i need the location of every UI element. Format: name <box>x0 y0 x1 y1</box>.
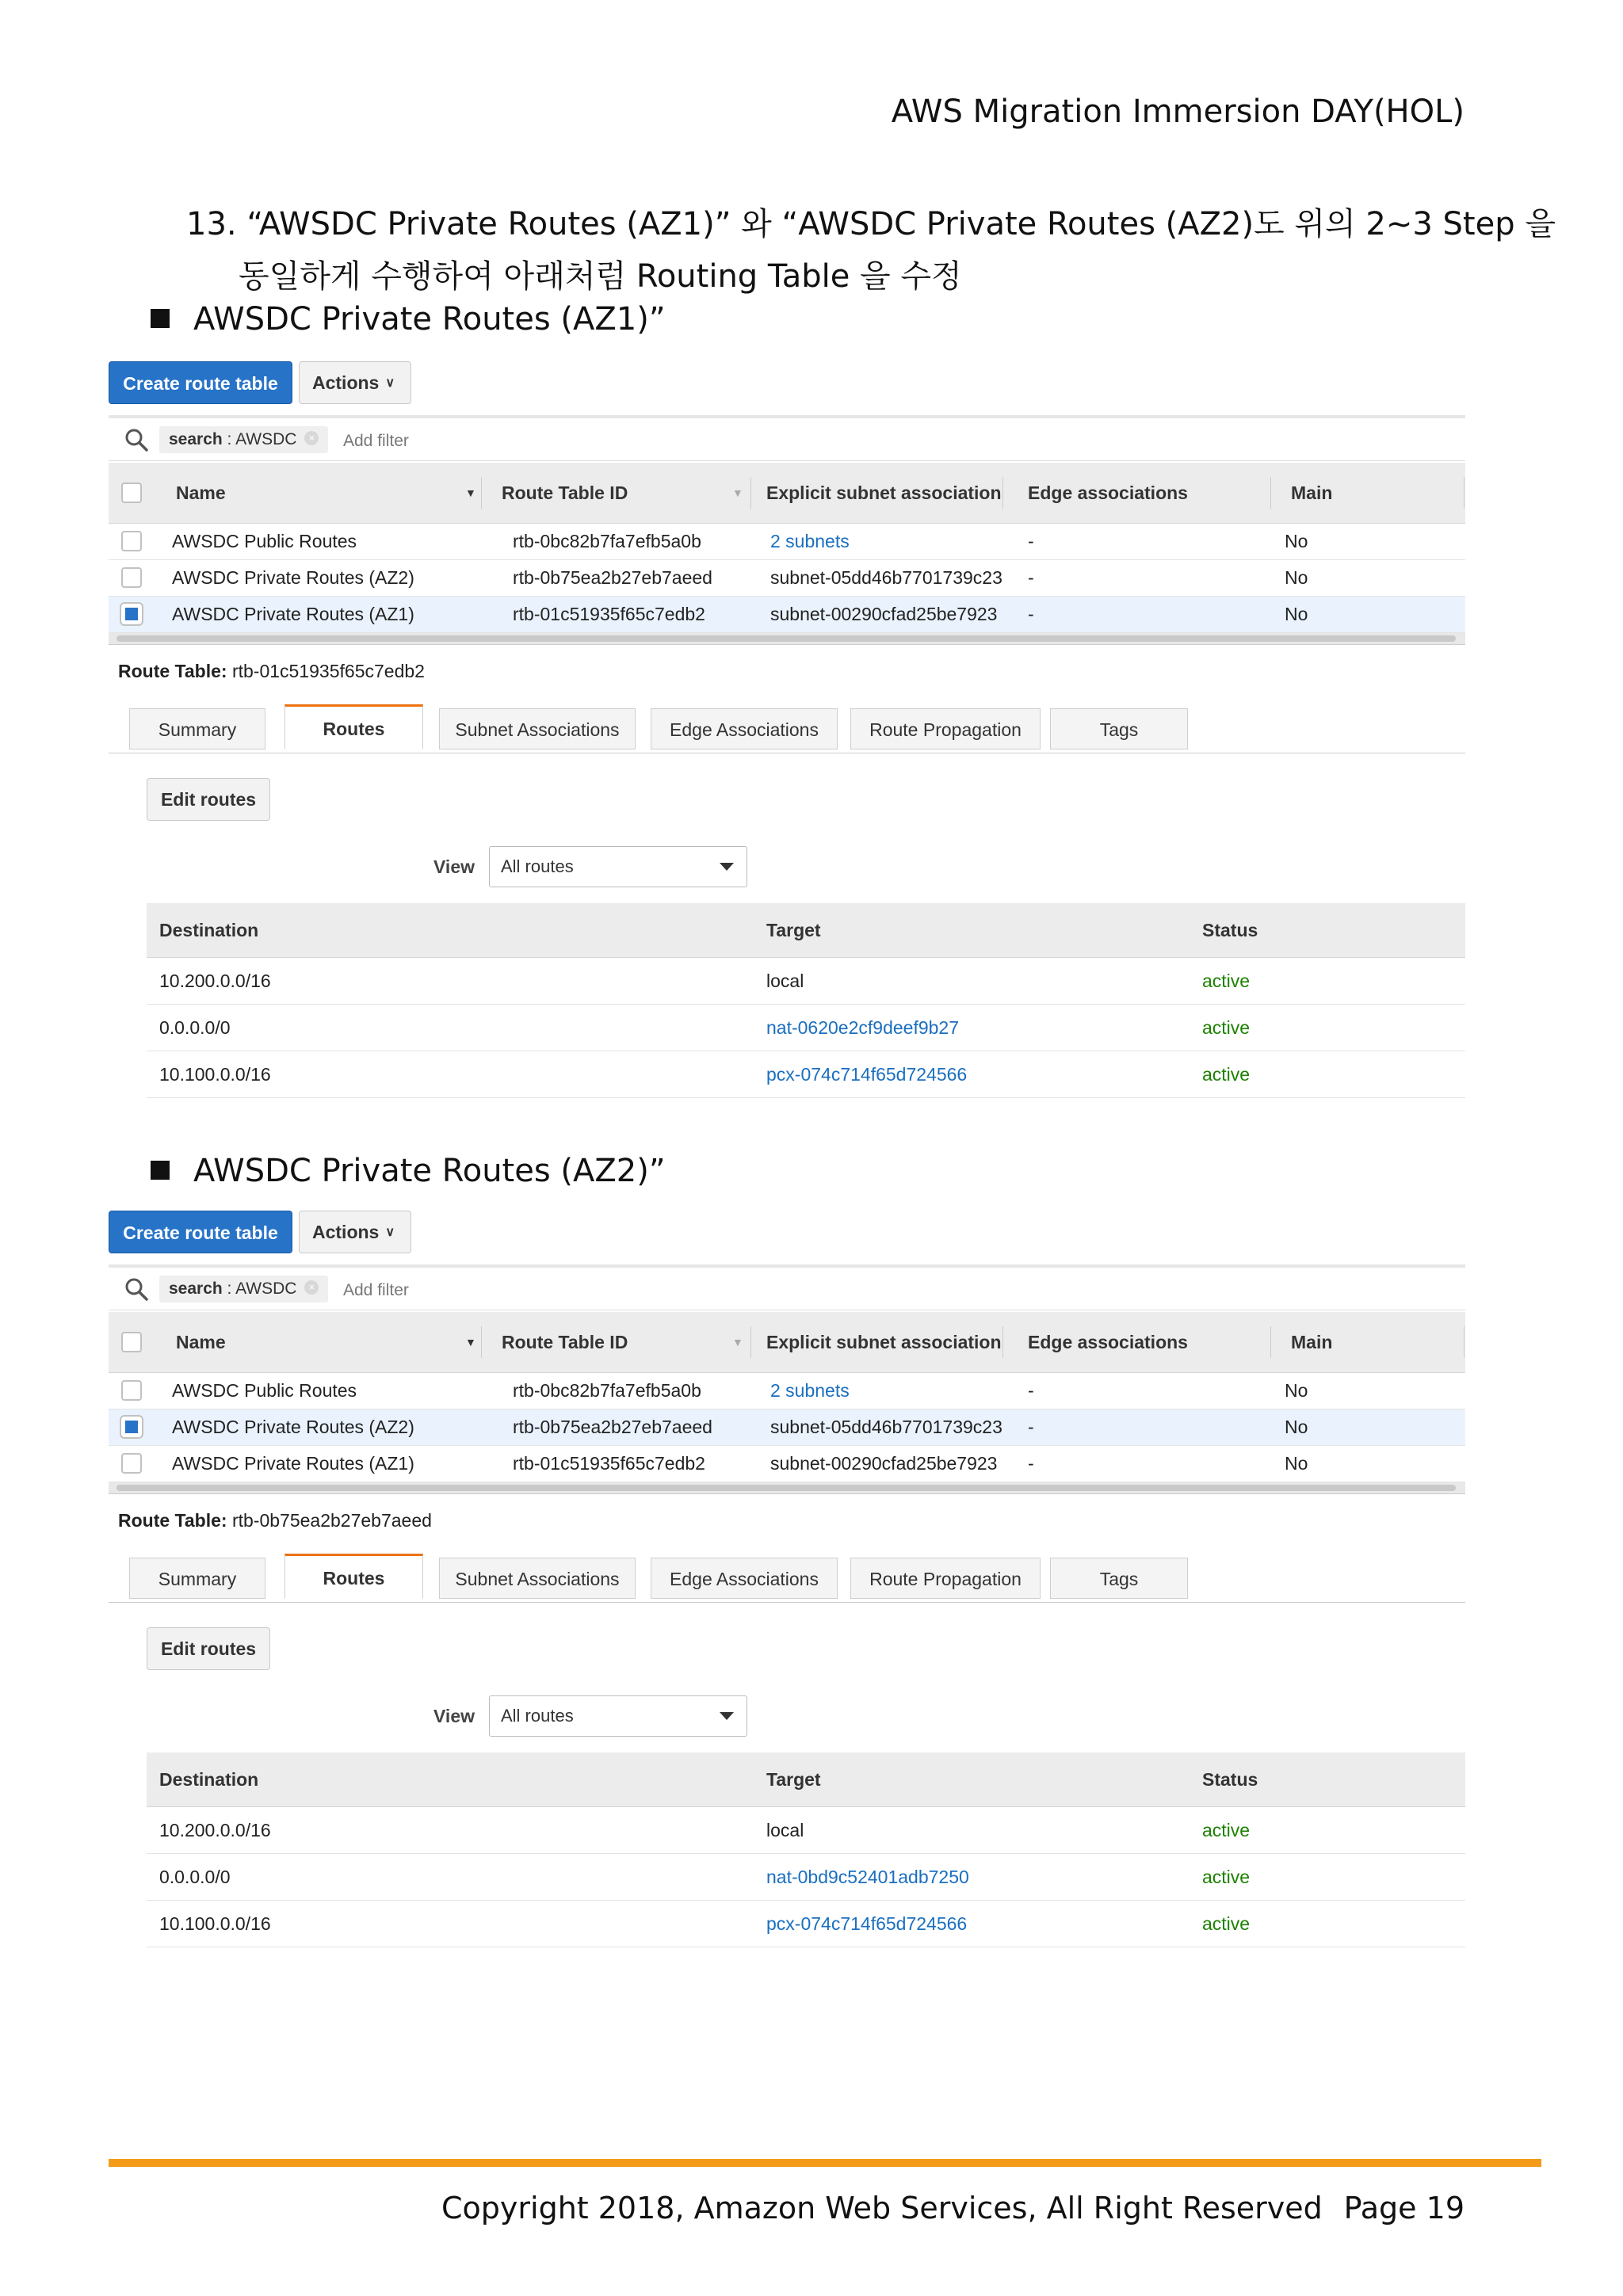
search-filter-bar[interactable] <box>109 1264 1465 1310</box>
row-edge-associations: - <box>1028 1417 1034 1437</box>
footer-rule <box>109 2159 1541 2167</box>
row-checkbox[interactable] <box>121 604 142 624</box>
tab-routes[interactable]: Routes <box>285 704 423 749</box>
route-target[interactable]: nat-0bd9c52401adb7250 <box>766 1867 969 1887</box>
row-main: No <box>1285 1417 1308 1437</box>
row-name: AWSDC Private Routes (AZ1) <box>172 1453 414 1474</box>
route-status: active <box>1202 1064 1251 1085</box>
search-token-value: : AWSDC <box>222 430 297 448</box>
tab-summary[interactable]: Summary <box>129 1558 265 1599</box>
footer-page-number: Page 19 <box>1343 2191 1465 2225</box>
route-row <box>147 1005 1465 1051</box>
tab-edge-associations[interactable]: Edge Associations <box>651 708 838 749</box>
route-table-id-value: rtb-01c51935f65c7edb2 <box>227 661 425 681</box>
footer-copyright: Copyright 2018, Amazon Web Services, All Right Reserved <box>441 2191 1323 2225</box>
actions-label: Actions <box>312 1222 380 1242</box>
route-target: local <box>766 971 804 991</box>
edit-routes-button[interactable]: Edit routes <box>147 1627 270 1670</box>
routes-header <box>147 903 1465 958</box>
route-target: local <box>766 1820 804 1840</box>
routes-table <box>147 1753 1465 1947</box>
table-row[interactable] <box>109 560 1465 597</box>
doc-header: AWS Migration Immersion DAY(HOL) <box>891 93 1465 130</box>
column-name[interactable]: Name <box>176 1332 226 1352</box>
row-checkbox[interactable] <box>121 1417 142 1437</box>
search-token-value: : AWSDC <box>222 1280 297 1298</box>
create-route-table-button[interactable]: Create route table <box>109 361 292 404</box>
route-row <box>147 1854 1465 1901</box>
tab-subnet-associations[interactable]: Subnet Associations <box>439 708 636 749</box>
row-explicit-association[interactable]: 2 subnets <box>770 531 850 551</box>
add-filter-input[interactable]: Add filter <box>343 1281 409 1299</box>
row-name: AWSDC Private Routes (AZ2) <box>172 1417 414 1437</box>
row-route-table-id: rtb-01c51935f65c7edb2 <box>513 604 705 624</box>
section-title-text: AWSDC Private Routes (AZ1)” <box>193 301 666 338</box>
view-label: View <box>433 856 475 877</box>
column-divider <box>750 477 751 509</box>
table-row[interactable] <box>109 1373 1465 1409</box>
routes-table <box>147 903 1465 1098</box>
column-edge-associations[interactable]: Edge associations <box>1028 1332 1188 1352</box>
column-main[interactable]: Main <box>1291 1332 1333 1352</box>
route-row <box>147 1051 1465 1098</box>
bullet-square-icon <box>151 1161 170 1180</box>
row-route-table-id: rtb-0b75ea2b27eb7aeed <box>513 1417 712 1437</box>
column-divider <box>1270 477 1271 509</box>
edit-routes-button[interactable]: Edit routes <box>147 778 270 821</box>
dropdown-arrow-icon <box>720 1712 734 1720</box>
selected-route-table <box>118 1510 432 1531</box>
route-row <box>147 958 1465 1005</box>
row-edge-associations: - <box>1028 1453 1034 1474</box>
chevron-down-icon: ∨ <box>385 1226 395 1239</box>
row-name: AWSDC Public Routes <box>172 1380 357 1401</box>
select-all-checkbox[interactable] <box>121 1332 142 1352</box>
detail-tabs <box>109 1558 1465 1603</box>
step-line-1: 13. “AWSDC Private Routes (AZ1)” 와 “AWSDC Private Routes (AZ2)도 위의 2~3 Step 을 <box>186 206 1556 242</box>
column-divider <box>1464 1326 1465 1358</box>
route-tables-console <box>109 1211 1465 1955</box>
column-route-table-id[interactable]: Route Table ID <box>502 1332 628 1352</box>
column-edge-associations[interactable]: Edge associations <box>1028 482 1188 503</box>
chevron-down-icon: ∨ <box>385 376 395 390</box>
row-checkbox[interactable] <box>121 1380 142 1401</box>
search-token-chip[interactable] <box>159 426 328 453</box>
route-status: active <box>1202 1913 1251 1934</box>
route-row <box>147 1901 1465 1947</box>
step-line-2: 동일하게 수행하여 아래처럼 Routing Table 을 수정 <box>239 258 962 295</box>
search-token-chip[interactable] <box>159 1276 328 1302</box>
tab-routes[interactable]: Routes <box>285 1554 423 1599</box>
route-destination: 10.100.0.0/16 <box>159 1913 271 1934</box>
row-explicit-association: subnet-00290cfad25be7923 <box>770 604 998 624</box>
search-token-key: search <box>169 1280 223 1298</box>
actions-button[interactable] <box>299 361 411 404</box>
column-divider <box>1002 477 1003 509</box>
view-select-value: All routes <box>501 856 574 876</box>
row-edge-associations: - <box>1028 531 1034 551</box>
column-status: Status <box>1202 920 1258 940</box>
column-explicit-subnet[interactable]: Explicit subnet association <box>766 482 1002 503</box>
actions-button[interactable] <box>299 1211 411 1253</box>
column-explicit-subnet[interactable]: Explicit subnet association <box>766 1332 1002 1352</box>
route-destination: 10.200.0.0/16 <box>159 971 271 991</box>
tab-route-propagation[interactable]: Route Propagation <box>850 1558 1041 1599</box>
column-divider <box>1002 1326 1003 1358</box>
tab-route-propagation[interactable]: Route Propagation <box>850 708 1041 749</box>
column-divider <box>750 1326 751 1358</box>
row-main: No <box>1285 1453 1308 1474</box>
row-route-table-id: rtb-0bc82b7fa7efb5a0b <box>513 1380 701 1401</box>
route-tables-list <box>109 1312 1465 1494</box>
row-checkbox[interactable] <box>121 1453 142 1474</box>
add-filter-input[interactable]: Add filter <box>343 432 409 450</box>
tab-tags[interactable]: Tags <box>1050 1558 1188 1599</box>
view-select[interactable] <box>489 1695 747 1737</box>
routes-header <box>147 1753 1465 1807</box>
sort-caret-icon[interactable]: ▼ <box>732 1336 743 1348</box>
table-header <box>109 463 1465 524</box>
row-checkbox[interactable] <box>121 567 142 588</box>
row-route-table-id: rtb-0bc82b7fa7efb5a0b <box>513 531 701 551</box>
column-divider <box>481 1326 482 1358</box>
remove-token-icon[interactable]: × <box>304 1280 319 1295</box>
scrollbar-thumb[interactable] <box>116 1485 1456 1491</box>
sort-caret-icon[interactable]: ▼ <box>465 1336 476 1348</box>
dropdown-arrow-icon <box>720 863 734 871</box>
remove-token-icon[interactable]: × <box>304 431 319 445</box>
row-edge-associations: - <box>1028 604 1034 624</box>
table-row[interactable] <box>109 1446 1465 1482</box>
column-target: Target <box>766 1769 821 1790</box>
row-route-table-id: rtb-01c51935f65c7edb2 <box>513 1453 705 1474</box>
route-table-label: Route Table: <box>118 661 227 681</box>
table-row[interactable] <box>109 597 1465 633</box>
row-explicit-association: subnet-00290cfad25be7923 <box>770 1453 998 1474</box>
column-divider <box>1464 477 1465 509</box>
row-checkbox[interactable] <box>121 531 142 551</box>
tab-subnet-associations[interactable]: Subnet Associations <box>439 1558 636 1599</box>
row-main: No <box>1285 531 1308 551</box>
row-edge-associations: - <box>1028 1380 1034 1401</box>
column-main[interactable]: Main <box>1291 482 1333 503</box>
actions-label: Actions <box>312 372 380 393</box>
route-status: active <box>1202 971 1251 991</box>
row-explicit-association: subnet-05dd46b7701739c23 <box>770 1417 1002 1437</box>
route-status: active <box>1202 1867 1251 1887</box>
route-target[interactable]: pcx-074c714f65d724566 <box>766 1064 968 1085</box>
route-row <box>147 1807 1465 1854</box>
route-destination: 10.200.0.0/16 <box>159 1820 271 1840</box>
search-icon <box>124 1277 148 1301</box>
scrollbar-thumb[interactable] <box>116 635 1456 642</box>
route-table-id-value: rtb-0b75ea2b27eb7aeed <box>227 1510 432 1531</box>
row-name: AWSDC Private Routes (AZ1) <box>172 604 414 624</box>
route-table-label: Route Table: <box>118 1510 227 1531</box>
horizontal-scrollbar[interactable] <box>109 1482 1465 1494</box>
tab-summary[interactable]: Summary <box>129 708 265 749</box>
horizontal-scrollbar[interactable] <box>109 633 1465 645</box>
view-select-value: All routes <box>501 1706 574 1726</box>
search-icon <box>124 428 148 452</box>
detail-tabs <box>109 708 1465 753</box>
table-header <box>109 1312 1465 1373</box>
view-label: View <box>433 1706 475 1726</box>
tab-edge-associations[interactable]: Edge Associations <box>651 1558 838 1599</box>
table-row[interactable] <box>109 524 1465 560</box>
row-main: No <box>1285 1380 1308 1401</box>
column-route-table-id[interactable]: Route Table ID <box>502 482 628 503</box>
tab-tags[interactable]: Tags <box>1050 708 1188 749</box>
row-main: No <box>1285 604 1308 624</box>
view-select[interactable] <box>489 846 747 887</box>
row-name: AWSDC Public Routes <box>172 531 357 551</box>
bullet-square-icon <box>151 309 170 328</box>
row-explicit-association: subnet-05dd46b7701739c23 <box>770 567 1002 588</box>
column-name[interactable]: Name <box>176 482 226 503</box>
step-text <box>186 198 1556 303</box>
row-route-table-id: rtb-0b75ea2b27eb7aeed <box>513 567 712 588</box>
column-divider <box>481 477 482 509</box>
route-status: active <box>1202 1820 1251 1840</box>
route-tables-list <box>109 463 1465 645</box>
create-route-table-button[interactable]: Create route table <box>109 1211 292 1253</box>
route-tables-console <box>109 361 1465 1106</box>
sort-caret-icon[interactable]: ▼ <box>732 486 743 499</box>
section-title <box>151 1153 666 1189</box>
row-name: AWSDC Private Routes (AZ2) <box>172 567 414 588</box>
column-divider <box>1270 1326 1271 1358</box>
column-status: Status <box>1202 1769 1258 1790</box>
route-destination: 0.0.0.0/0 <box>159 1017 231 1038</box>
table-row[interactable] <box>109 1409 1465 1446</box>
section-title-text: AWSDC Private Routes (AZ2)” <box>193 1153 666 1189</box>
route-target[interactable]: nat-0620e2cf9deef9b27 <box>766 1017 959 1038</box>
section-title <box>151 301 666 338</box>
select-all-checkbox[interactable] <box>121 482 142 503</box>
column-destination: Destination <box>159 1769 259 1790</box>
row-explicit-association[interactable]: 2 subnets <box>770 1380 850 1401</box>
column-target: Target <box>766 920 821 940</box>
route-destination: 10.100.0.0/16 <box>159 1064 271 1085</box>
search-token-key: search <box>169 430 223 448</box>
route-target[interactable]: pcx-074c714f65d724566 <box>766 1913 968 1934</box>
row-main: No <box>1285 567 1308 588</box>
selected-route-table <box>118 661 425 682</box>
route-status: active <box>1202 1017 1251 1038</box>
sort-caret-icon[interactable]: ▼ <box>465 486 476 499</box>
route-destination: 0.0.0.0/0 <box>159 1867 231 1887</box>
search-filter-bar[interactable] <box>109 415 1465 461</box>
column-destination: Destination <box>159 920 259 940</box>
row-edge-associations: - <box>1028 567 1034 588</box>
